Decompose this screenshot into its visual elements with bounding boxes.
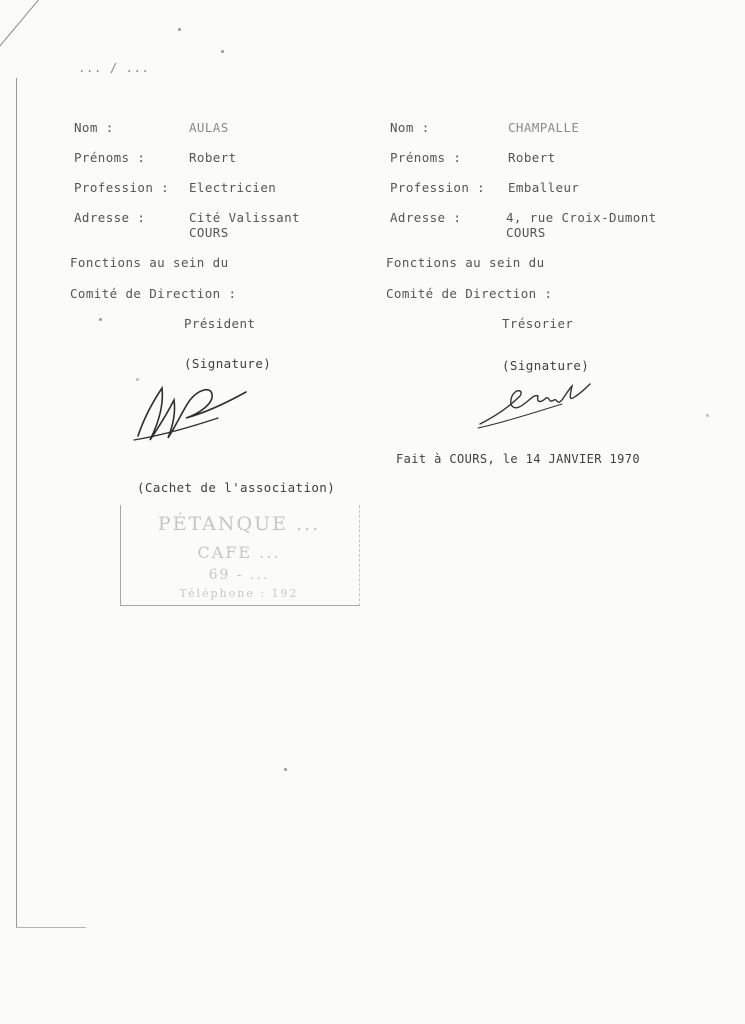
scan-speck — [284, 768, 287, 771]
cachet-label: (Cachet de l'association) — [137, 480, 336, 495]
left-prenoms-value: Robert — [189, 150, 237, 165]
right-nom-label: Nom : — [390, 120, 430, 135]
stamp-line3: 69 - ... — [208, 567, 270, 583]
left-role: Président — [184, 316, 256, 331]
right-nom-value: CHAMPALLE — [508, 120, 580, 135]
right-adresse-label: Adresse : — [390, 210, 462, 225]
left-nom-label: Nom : — [74, 120, 114, 135]
scan-speck — [706, 414, 709, 417]
right-signature-label: (Signature) — [502, 358, 590, 373]
right-adresse-line2: COURS — [506, 225, 546, 240]
president-signature — [128, 378, 253, 448]
corner-fold-line — [0, 0, 39, 61]
left-profession-label: Profession : — [74, 180, 170, 195]
stamp-line1: PÉTANQUE ... — [157, 513, 321, 535]
left-adresse-line2: COURS — [189, 225, 229, 240]
right-profession-label: Profession : — [390, 180, 486, 195]
right-role: Trésorier — [502, 316, 574, 331]
right-prenoms-value: Robert — [508, 150, 556, 165]
right-fonctions-line1: Fonctions au sein du — [386, 255, 545, 270]
stamp-line4: Téléphone : 192 — [179, 587, 299, 600]
right-adresse-line1: 4, rue Croix-Dumont — [506, 210, 657, 225]
scan-speck — [178, 28, 181, 31]
scan-speck — [136, 378, 139, 381]
fait-a-date: Fait à COURS, le 14 JANVIER 1970 — [396, 452, 640, 466]
left-adresse-label: Adresse : — [74, 210, 146, 225]
right-profession-value: Emballeur — [508, 180, 580, 195]
left-edge-line — [16, 78, 17, 928]
page-reference: ... / ... — [78, 60, 150, 75]
right-fonctions-line2: Comité de Direction : — [386, 286, 553, 301]
left-fonctions-line1: Fonctions au sein du — [70, 255, 229, 270]
scan-speck — [99, 318, 102, 321]
stamp-line2: CAFE ... — [197, 543, 281, 562]
bottom-edge-line — [16, 927, 86, 928]
association-stamp — [120, 505, 360, 607]
left-signature-label: (Signature) — [184, 356, 272, 371]
left-nom-value: AULAS — [189, 120, 229, 135]
tresorier-signature — [476, 378, 596, 430]
left-prenoms-label: Prénoms : — [74, 150, 146, 165]
right-prenoms-label: Prénoms : — [390, 150, 462, 165]
scan-speck — [221, 50, 224, 53]
left-fonctions-line2: Comité de Direction : — [70, 286, 237, 301]
left-adresse-line1: Cité Valissant — [189, 210, 300, 225]
left-profession-value: Electricien — [189, 180, 277, 195]
